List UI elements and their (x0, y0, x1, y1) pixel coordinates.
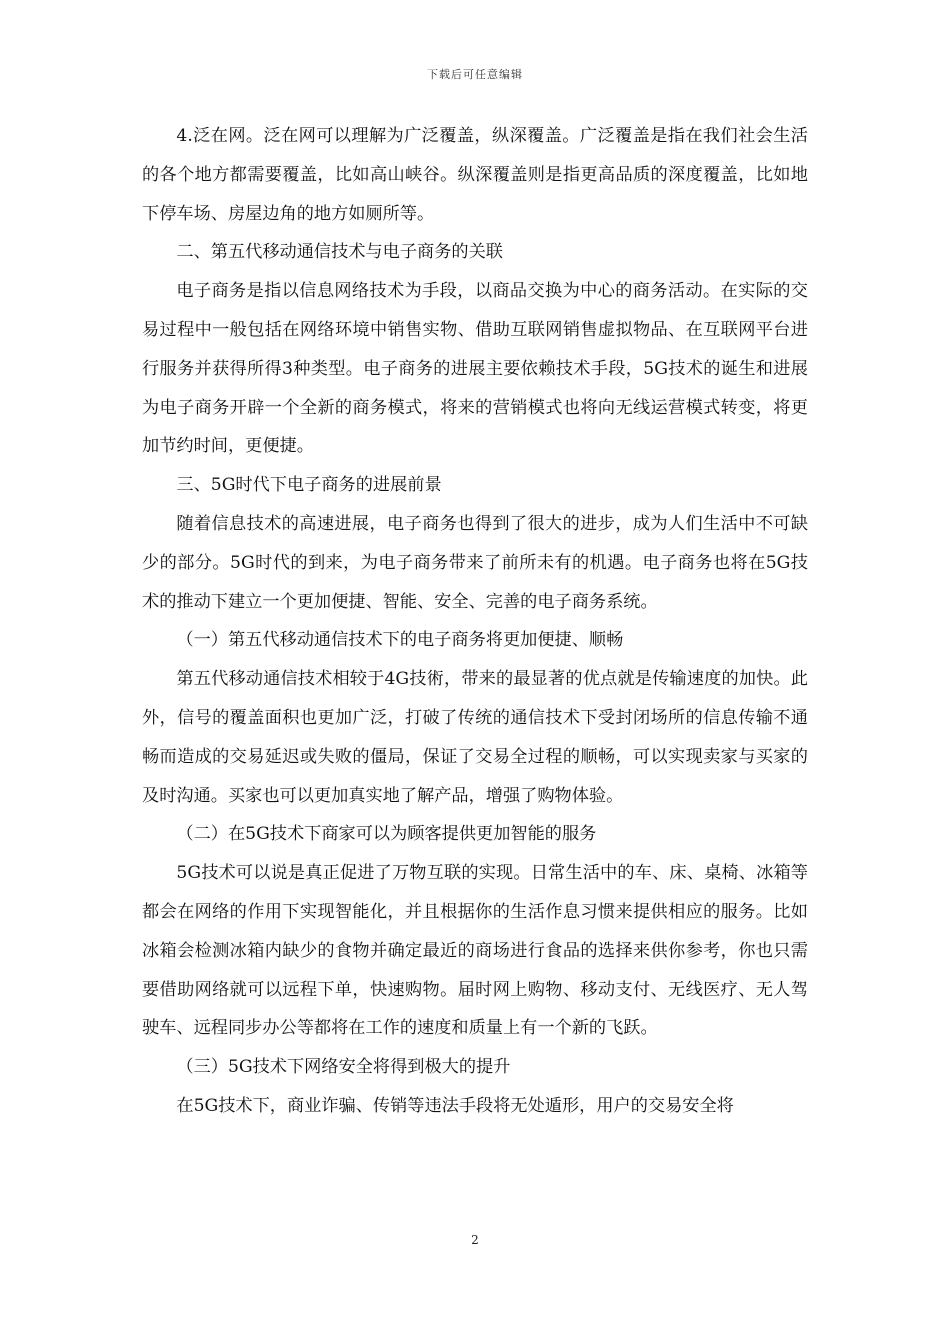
subsection-heading: （一）第五代移动通信技术下的电子商务将更加便捷、顺畅 (176, 630, 624, 651)
paragraph: 在5G技术下，商业诈骗、传销等违法手段将无处遁形，用户的交易安全将 (176, 1095, 734, 1116)
header-note: 下载后可任意编辑 (427, 68, 523, 81)
paragraph: 电子商务是指以信息网络技术为手段，以商品交换为中心的商务活动。在实际的交易过程中一般包括在网络环境中销售实物、借助互联网销售虚拟物品、在互联网平台进行服务并获得所得3种类型。电子商务的进展主要依赖技术手段，5G技术的诞生和进展为电子商务开辟一个全新的商务模式，将来的营销模式也将向无线运营模式转变，将更加节约时间，更便捷。 (142, 281, 808, 457)
paragraph: 第五代移动通信技术相较于4G技術，带来的最显著的优点就是传输速度的加快。此外，信号的覆盖面积也更加广泛，打破了传统的通信技术下受封闭场所的信息传输不通畅而造成的交易延迟或失败的僵局，保证了交易全过程的顺畅，可以实现卖家与买家的及时沟通。买家也可以更加真实地了解产品，增强了购物体验。 (142, 669, 808, 806)
subsection-heading: （三）5G技术下网络安全将得到极大的提升 (176, 1057, 511, 1078)
page-number: 2 (471, 1233, 479, 1247)
document-body (142, 117, 808, 1126)
section-heading: 二、第五代移动通信技术与电子商务的关联 (176, 242, 503, 263)
paragraph: 4.泛在网。泛在网可以理解为广泛覆盖，纵深覆盖。广泛覆盖是指在我们社会生活的各个地方都需要覆盖，比如高山峡谷。纵深覆盖则是指更高品质的深度覆盖，比如地下停车场、房屋边角的地方如厕所等。 (142, 126, 808, 224)
subsection-heading: （二）在5G技术下商家可以为顾客提供更加智能的服务 (176, 824, 597, 845)
section-heading: 三、5G时代下电子商务的进展前景 (176, 475, 442, 496)
paragraph: 5G技术可以说是真正促进了万物互联的实现。日常生活中的车、床、桌椅、冰箱等都会在网络的作用下实现智能化，并且根据你的生活作息习惯来提供相应的服务。比如冰箱会检测冰箱内缺少的食物并确定最近的商场进行食品的选择来供你参考，你也只需要借助网络就可以远程下单，快速购物。届时网上购物、移动支付、无线医疗、无人驾驶车、远程同步办公等都将在工作的速度和质量上有一个新的飞跃。 (142, 863, 808, 1039)
paragraph: 随着信息技术的高速进展，电子商务也得到了很大的进步，成为人们生活中不可缺少的部分。5G时代的到来，为电子商务带来了前所未有的机遇。电子商务也将在5G技术的推动下建立一个更加便捷、智能、安全、完善的电子商务系统。 (142, 513, 808, 612)
